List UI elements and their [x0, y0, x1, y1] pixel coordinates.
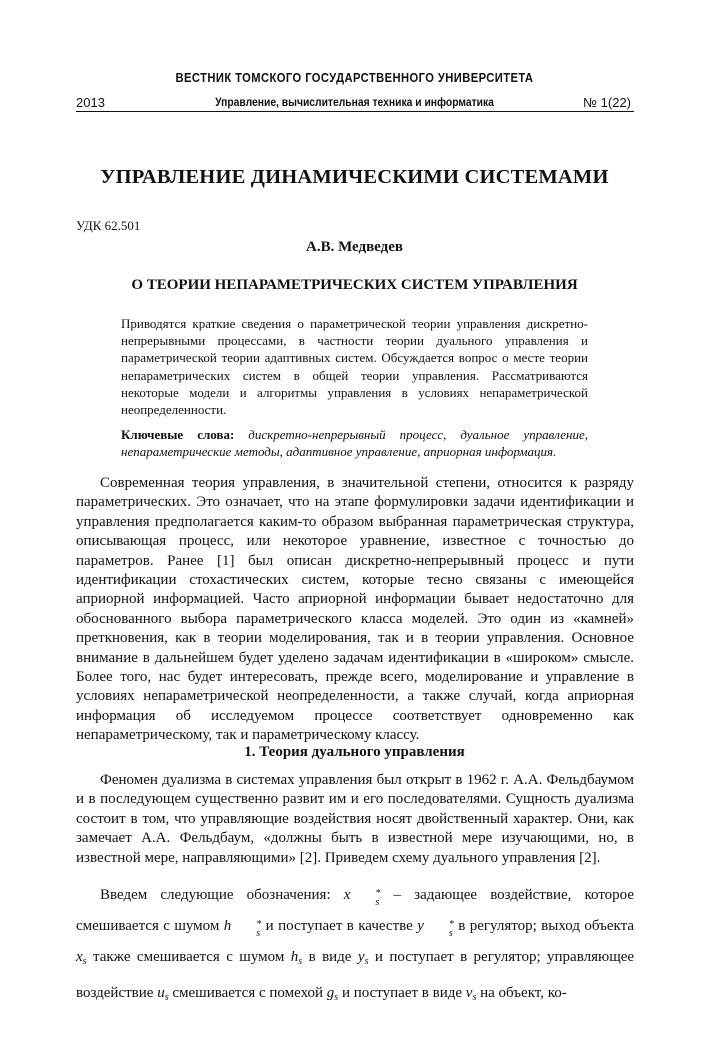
paragraph-dualism: Феномен дуализма в системах управления был открыт в 1962 г. А.А. Фельдбаумом и в последующем существенно развит им и его последователями. Сущность дуализма состоит в том, что управляющие воздействия носят двойственный характер. Они, как замечает А.А. Фельдбаум, «должны быть в известной мере изучающими, но, в известной мере, направляющими» [2]. Приведем схему дуального управления [2]. — [76, 772, 634, 866]
notation-text-4: в регулятор; выход объекта — [458, 918, 635, 935]
symbol-y-star: y — [417, 918, 424, 935]
symbol-h-s: h — [290, 949, 299, 966]
supsub-y: * s — [448, 919, 454, 940]
symbol-h: h — [223, 918, 232, 935]
supsub-h: * s — [256, 919, 262, 940]
symbol-g-s: g — [326, 984, 335, 1001]
notation-text-8: смешивается с помехой — [172, 984, 324, 1001]
udk-code: УДК 62.501 — [76, 218, 141, 233]
article-title: О ТЕОРИИ НЕПАРАМЕТРИЧЕСКИХ СИСТЕМ УПРАВЛЕНИЯ — [131, 277, 578, 293]
header-issue: № 1(22) — [583, 95, 631, 110]
journal-name: ВЕСТНИК ТОМСКОГО ГОСУДАРСТВЕННОГО УНИВЕРСИТЕТА — [175, 70, 534, 85]
paragraph-notation: Введем следующие обозначения: x * s – задающее воздействие, которое смешивается с шумом h * s и поступает в качестве y * s в регулятор; выход объекта $x_s$ также смешивается с шумом $h_s$ в виде $y_s$ и поступает в регулятор; управляющее воздействие $u_s$ смешивается с помехой $g_s$ и поступает в виде $v_s$ на объект, ко- — [76, 887, 635, 1003]
symbol-x-out: x — [76, 949, 83, 966]
section-title: УПРАВЛЕНИЕ ДИНАМИЧЕСКИМИ СИСТЕМАМИ — [100, 166, 609, 188]
notation-text-2: – задающее воздействие, которое смешивается с шумом — [76, 887, 635, 935]
keywords — [121, 426, 588, 460]
header-year: 2013 — [76, 95, 105, 110]
symbol-y-s: y — [357, 949, 365, 966]
keywords-label: Ключевые слова: — [121, 427, 235, 442]
notation-text-1: Введем следующие обозначения: — [100, 887, 331, 903]
notation-text-5: также смешивается с шумом — [93, 949, 285, 966]
notation-text-7: и поступает в регулятор; управляющее воздействие — [76, 949, 635, 1001]
section-heading-1: 1. Теория дуального управления — [244, 744, 465, 760]
notation-text-3: и поступает в качестве — [265, 918, 413, 935]
symbol-x: x — [343, 887, 351, 903]
supsub-x: * s — [375, 888, 381, 908]
symbol-u-s: u — [157, 984, 165, 1001]
keywords-text: дискретно-непрерывный процесс, дуальное управление, непараметрические методы, адаптивное управление, априорная информация. — [121, 427, 589, 460]
abstract: Приводятся краткие сведения о параметрической теории управления дискретно-непрерывными процессами, в частности теории дуального управления и параметрической теории адаптивных систем. Обсуждается вопрос о месте теории непараметрических систем в общей теории управления. Рассматриваются некоторые модели и алгоритмы управления в условиях непараметрической неопределенности. — [121, 316, 588, 418]
symbol-v-s: v — [465, 984, 473, 1001]
header-subject: Управление, вычислительная техника и информатика — [215, 95, 494, 109]
notation-text-10: на объект, ко- — [480, 984, 567, 1001]
header-rule — [76, 111, 634, 112]
author-name: А.В. Медведев — [305, 239, 403, 255]
notation-text-6: в виде — [308, 949, 352, 966]
notation-text-9: и поступает в виде — [341, 984, 463, 1001]
paragraph-intro: Современная теория управления, в значительной степени, относится к разряду параметрических. Это означает, что на этапе формулировки задачи идентификации и управления предполагается каким-то образом выбранная параметрическая структура, описывающая процесс, или некоторое уравнение, известное с точностью до параметров. Ранее [1] был описан дискретно-непрерывный процесс и пути идентификации стохастических систем, которые тесно связаны с имеющейся априорной информацией. Часто априорной информации бывает недостаточно для обоснованного выбора параметрического класса моделей. Это один из «камней» преткновения, как в теории моделирования, так и в теории управления. Основное внимание в дальнейшем будет уделено задачам идентификации в «широком» смысле. Более того, нас будет интересовать, прежде всего, моделирование и управление в условиях непараметрической неопределенности, а также случай, когда априорная информация об исследуемом процессе соответствует одновременно как непараметрическому, так и параметрическому классу. — [76, 475, 634, 744]
